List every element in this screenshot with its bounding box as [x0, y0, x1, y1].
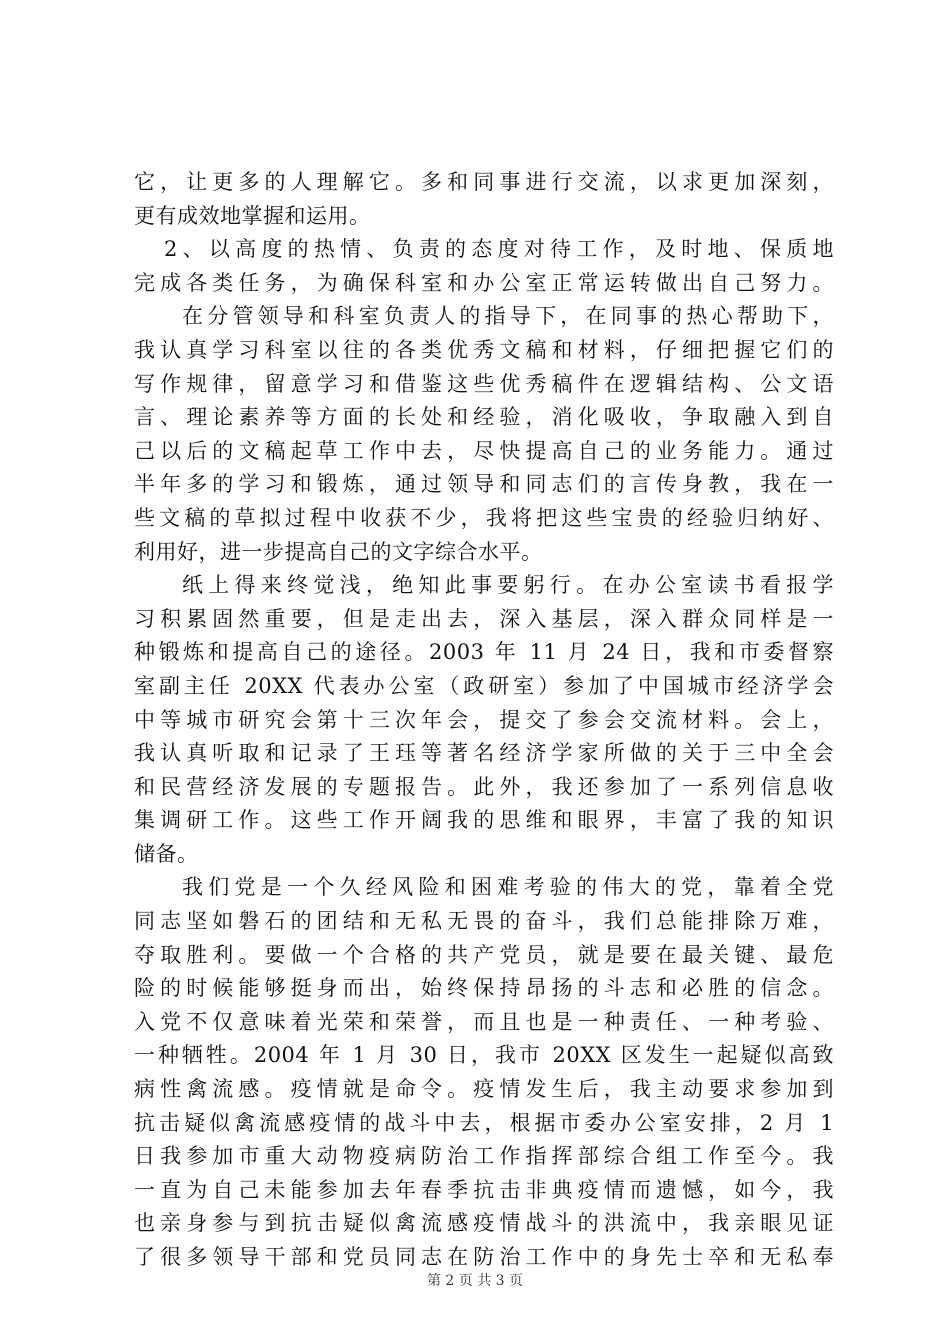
text-line: 同志坚如磐石的团结和无私无畏的奋斗，我们总能排除万难， — [134, 909, 834, 934]
text-line: 写作规律，留意学习和借鉴这些优秀稿件在逻辑结构、公文语 — [134, 371, 834, 396]
text-line: 险的时候能够挺身而出，始终保持昂扬的斗志和必胜的信念。 — [134, 976, 834, 1001]
text-line: 半年多的学习和锻炼，通过领导和同志们的言传身教，我在一 — [134, 472, 834, 497]
text-line: 己以后的文稿起草工作中去，尽快提高自己的业务能力。通过 — [134, 438, 834, 463]
text-line: 一种牺牲。2004 年 1 月 30 日，我市 20XX 区发生一起疑似高致 — [134, 1043, 834, 1068]
text-line: 一直为自己未能参加去年春季抗击非典疫情而遗憾，如今，我 — [134, 1177, 834, 1202]
text-line: 我认真听取和记录了王珏等著名经济学家所做的关于三中全会 — [134, 741, 834, 766]
text-line: 我认真学习科室以往的各类优秀文稿和材料，仔细把握它们的 — [134, 337, 834, 362]
text-line: 利用好，进一步提高自己的文字综合水平。 — [134, 539, 543, 564]
text-line: 日我参加市重大动物疫病防治工作指挥部综合组工作至今。我 — [134, 1144, 834, 1169]
text-line: 完成各类任务，为确保科室和办公室正常运转做出自己努力。 — [134, 270, 834, 295]
document-body — [134, 166, 834, 1275]
text-line: 2、以高度的热情、负责的态度对待工作，及时地、保质地 — [164, 237, 834, 262]
text-line: 也亲身参与到抗击疑似禽流感疫情战斗的洪流中，我亲眼见证 — [134, 1211, 834, 1236]
text-line: 抗击疑似禽流感疫情的战斗中去，根据市委办公室安排，2 月 1 — [134, 1110, 834, 1135]
text-line: 中等城市研究会第十三次年会，提交了参会交流材料。会上， — [134, 707, 834, 732]
text-line: 夺取胜利。要做一个合格的共产党员，就是要在最关键、最危 — [134, 942, 834, 967]
text-line: 和民营经济发展的专题报告。此外，我还参加了一系列信息收 — [134, 774, 834, 799]
text-line: 在分管领导和科室负责人的指导下，在同事的热心帮助下， — [182, 304, 834, 329]
text-line: 种锻炼和提高自己的途径。2003 年 11 月 24 日，我和市委督察 — [134, 640, 834, 665]
text-line: 室副主任 20XX 代表办公室（政研室）参加了中国城市经济学会 — [134, 673, 834, 698]
page-number-footer: 第 2 页 共 3 页 — [426, 1273, 524, 1289]
text-line: 它，让更多的人理解它。多和同事进行交流，以求更加深刻， — [134, 170, 834, 194]
text-line: 纸上得来终觉浅，绝知此事要躬行。在办公室读书看报学 — [182, 573, 834, 598]
text-line: 言、理论素养等方面的长处和经验，消化吸收，争取融入到自 — [134, 405, 834, 430]
text-line: 了很多领导干部和党员同志在防治工作中的身先士卒和无私奉 — [134, 1245, 834, 1269]
text-line: 更有成效地掌握和运用。 — [134, 203, 371, 228]
text-line: 储备。 — [134, 841, 199, 866]
text-line: 入党不仅意味着光荣和荣誉，而且也是一种责任、一种考验、 — [134, 1009, 834, 1034]
text-line: 些文稿的草拟过程中收获不少，我将把这些宝贵的经验归纳好、 — [134, 505, 834, 530]
text-line: 集调研工作。这些工作开阔我的思维和眼界，丰富了我的知识 — [134, 808, 834, 833]
text-line: 习积累固然重要，但是走出去，深入基层，深入群众同样是一 — [134, 606, 834, 631]
text-line: 我们党是一个久经风险和困难考验的伟大的党，靠着全党 — [182, 875, 834, 900]
text-line: 病性禽流感。疫情就是命令。疫情发生后，我主动要求参加到 — [134, 1077, 834, 1102]
